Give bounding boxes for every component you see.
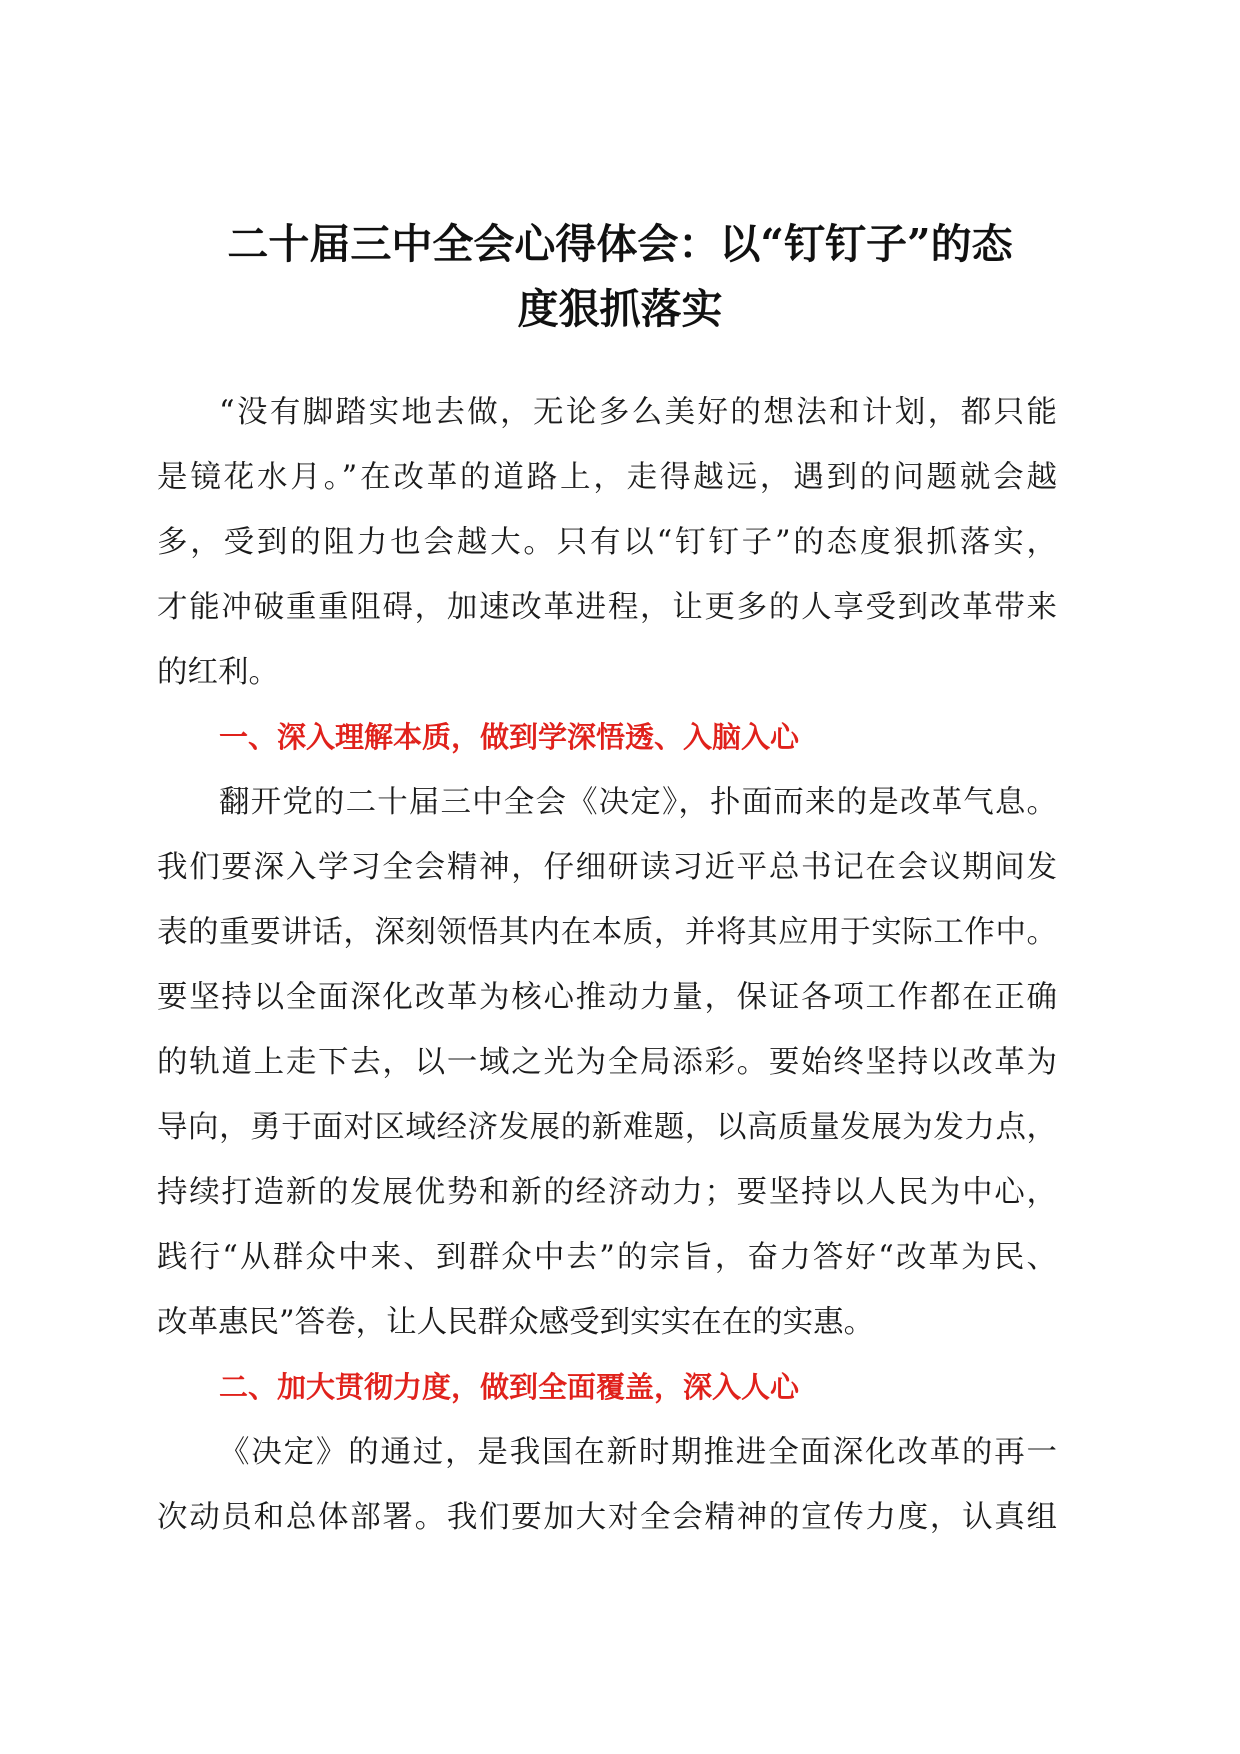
paragraph-line: 导向，勇于面对区域经济发展的新难题，以高质量发展为发力点，	[157, 1110, 1057, 1145]
paragraph-line: 翻开党的二十届三中全会《决定》，扑面而来的是改革气息。	[219, 785, 1057, 820]
title-line-2: 度狠抓落实	[517, 285, 723, 333]
paragraph-line: 多，受到的阻力也会越大。只有以“钉钉子”的态度狠抓落实，	[157, 525, 1057, 560]
section-1	[157, 705, 1057, 1355]
paragraph-line: 改革惠民”答卷，让人民群众感受到实实在在的实惠。	[157, 1305, 875, 1340]
paragraph-line: 的红利。	[157, 655, 279, 690]
paragraph-line: 持续打造新的发展优势和新的经济动力；要坚持以人民为中心，	[157, 1175, 1057, 1210]
paragraph-line: 践行“从群众中来、到群众中去”的宗旨，奋力答好“改革为民、	[157, 1240, 1057, 1275]
paragraph-line: 要坚持以全面深化改革为核心推动力量，保证各项工作都在正确	[157, 980, 1057, 1015]
title-line-1: 二十届三中全会心得体会：以“钉钉子”的态	[227, 220, 1013, 268]
paragraph-line: 表的重要讲话，深刻领悟其内在本质，并将其应用于实际工作中。	[157, 915, 1057, 950]
paragraph-line: “没有脚踏实地去做，无论多么美好的想法和计划，都只能	[219, 395, 1057, 430]
paragraph-line: 《决定》的通过，是我国在新时期推进全面深化改革的再一	[219, 1435, 1057, 1470]
paragraph-line: 我们要深入学习全会精神，仔细研读习近平总书记在会议期间发	[157, 850, 1057, 885]
paragraph-line: 才能冲破重重阻碍，加速改革进程，让更多的人享受到改革带来	[157, 590, 1057, 625]
paragraph-line: 是镜花水月。”在改革的道路上，走得越远，遇到的问题就会越	[157, 460, 1057, 495]
paragraph-line: 次动员和总体部署。我们要加大对全会精神的宣传力度，认真组	[157, 1500, 1057, 1535]
section-heading: 二、加大贯彻力度，做到全面覆盖，深入人心	[219, 1370, 800, 1404]
document-body	[157, 380, 1057, 1550]
document-title	[150, 212, 1090, 342]
section-2	[157, 1355, 1057, 1550]
section-heading: 一、深入理解本质，做到学深悟透、入脑入心	[219, 720, 800, 754]
paragraph-line: 的轨道上走下去，以一域之光为全局添彩。要始终坚持以改革为	[157, 1045, 1057, 1080]
intro-paragraph	[157, 380, 1057, 705]
